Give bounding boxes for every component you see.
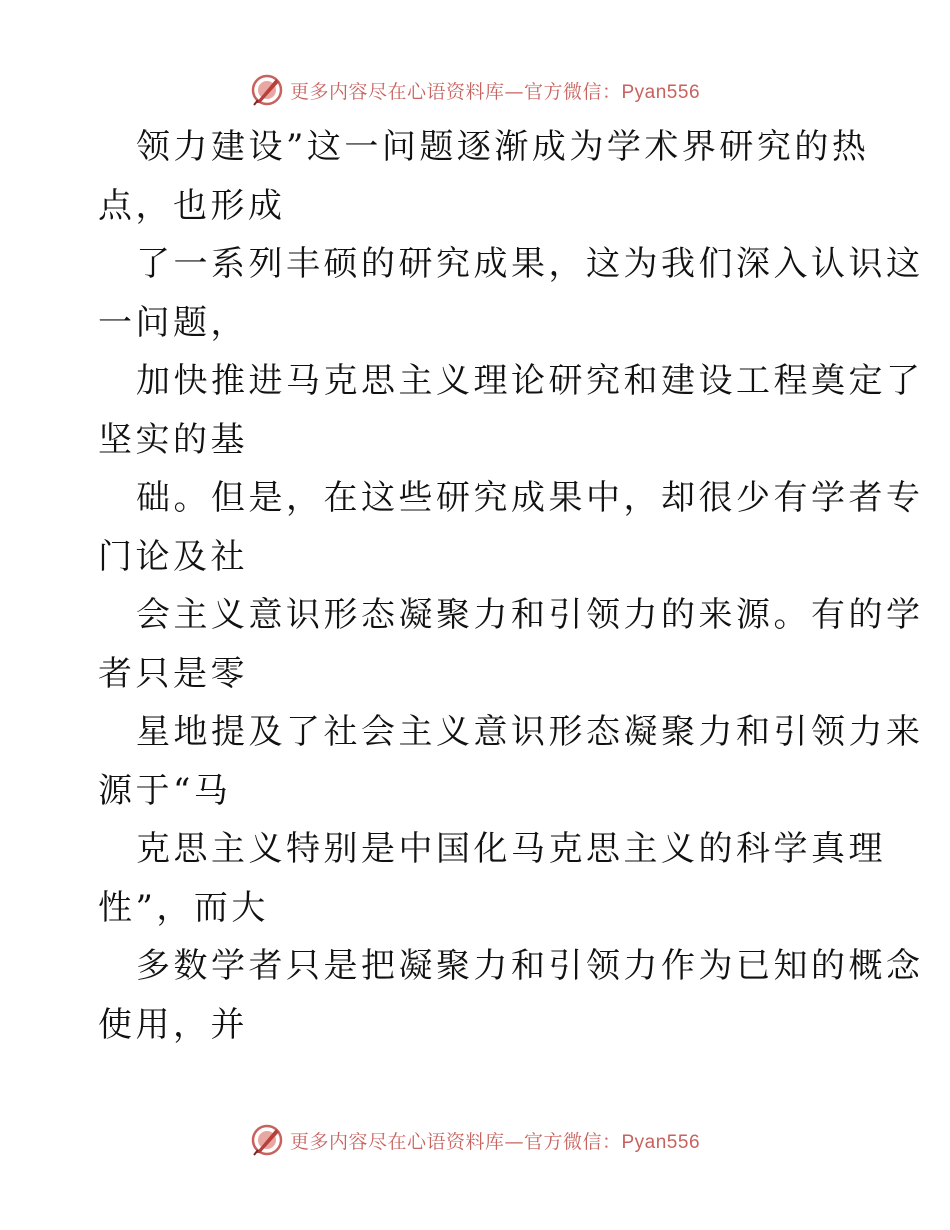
document-body (98, 118, 924, 1054)
text-line: 克思主义特别是中国化马克思主义的科学真理 (136, 829, 886, 869)
text-line: 源于“马 (98, 770, 232, 811)
footer-banner (0, 1120, 950, 1160)
text-line: 多数学者只是把凝聚力和引领力作为已知的概念 (136, 946, 924, 986)
text-line: 点，也形成 (98, 185, 286, 226)
text-line: 门论及社 (98, 536, 248, 577)
text-line: 了一系列丰硕的研究成果，这为我们深入认识这 (136, 244, 924, 284)
header-banner (0, 70, 950, 110)
quill-pen-logo-icon (250, 73, 284, 107)
text-line: 性”，而大 (98, 887, 269, 928)
text-line: 加快推进马克思主义理论研究和建设工程奠定了 (136, 361, 924, 401)
footer-banner-text: 更多内容尽在心语资料库—官方微信：Pyan556 (289, 1130, 701, 1153)
header-wechat-id: Pyan556 (621, 81, 701, 103)
text-line: 会主义意识形态凝聚力和引领力的来源。有的学 (136, 595, 924, 635)
text-line: 坚实的基 (98, 419, 248, 460)
quill-pen-logo-icon (250, 1123, 284, 1157)
text-line: 领力建设”这一问题逐渐成为学术界研究的热 (136, 127, 870, 167)
text-line: 星地提及了社会主义意识形态凝聚力和引领力来 (136, 712, 924, 752)
header-banner-text: 更多内容尽在心语资料库—官方微信：Pyan556 (289, 80, 701, 103)
footer-wechat-id: Pyan556 (621, 1131, 701, 1153)
text-line: 础。但是，在这些研究成果中，却很少有学者专 (136, 478, 924, 518)
text-line: 者只是零 (98, 653, 248, 694)
text-line: 使用，并 (98, 1004, 248, 1045)
text-line: 一问题， (98, 302, 248, 343)
